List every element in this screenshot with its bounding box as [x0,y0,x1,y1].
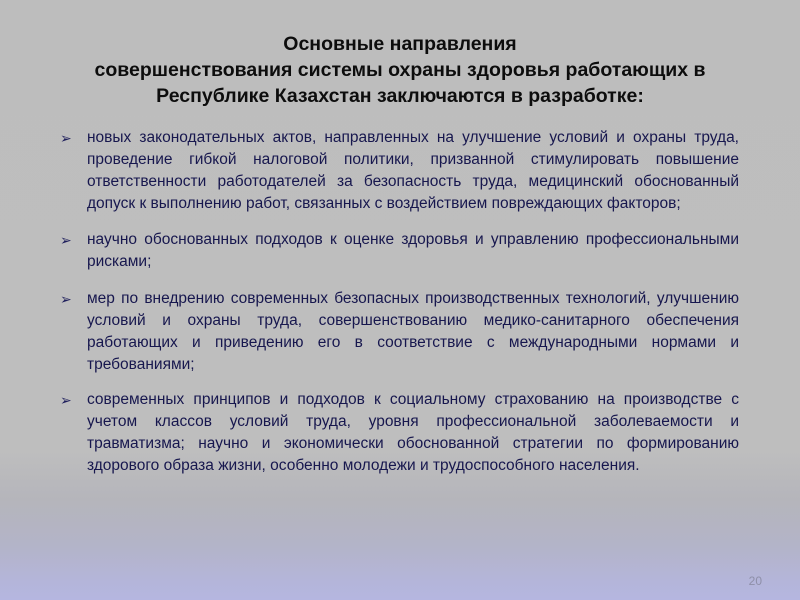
list-item [60,127,739,215]
arrow-bullet-icon: ➢ [60,130,72,146]
list-item-text: новых законодательных актов, направленных на улучшение условий и охраны труда, проведение гибкой налоговой политики, призванной стимулировать повышение ответственности работодателей за безопасность труда, медицинский обоснованный допуск к выполнению работ, связанных с воздействием повреждающих факторов; [87,129,739,212]
arrow-bullet-icon: ➢ [60,232,72,248]
list-item-text: мер по внедрению современных безопасных производственных технологий, улучшению условий и охраны труда, совершенствованию медико-санитарного обеспечения работающих и приведению его в соответствие с международными нормами и требованиями; [87,290,739,373]
arrow-bullet-icon: ➢ [60,392,72,408]
slide-title-line-1: Основные направления [283,33,517,55]
slide-title-line-3: Республике Казахстан заключаются в разработке: [156,85,644,107]
arrow-bullet-icon: ➢ [60,291,72,307]
bullet-list [60,127,739,491]
slide-title [30,31,770,109]
list-item [60,288,739,376]
list-item [60,389,739,477]
list-item-text: современных принципов и подходов к социальному страхованию на производстве с учетом классов условий труда, уровня профессиональной заболеваемости и травматизма; научно и экономически обоснованной стратегии по формированию здорового образа жизни, особенно молодежи и трудоспособного населения. [87,391,739,474]
slide-title-line-2: совершенствования системы охраны здоровья работающих в [94,59,706,81]
list-item [60,229,739,273]
page-number: 20 [748,574,762,588]
list-item-text: научно обоснованных подходов к оценке здоровья и управлению профессиональными рисками; [87,231,739,270]
